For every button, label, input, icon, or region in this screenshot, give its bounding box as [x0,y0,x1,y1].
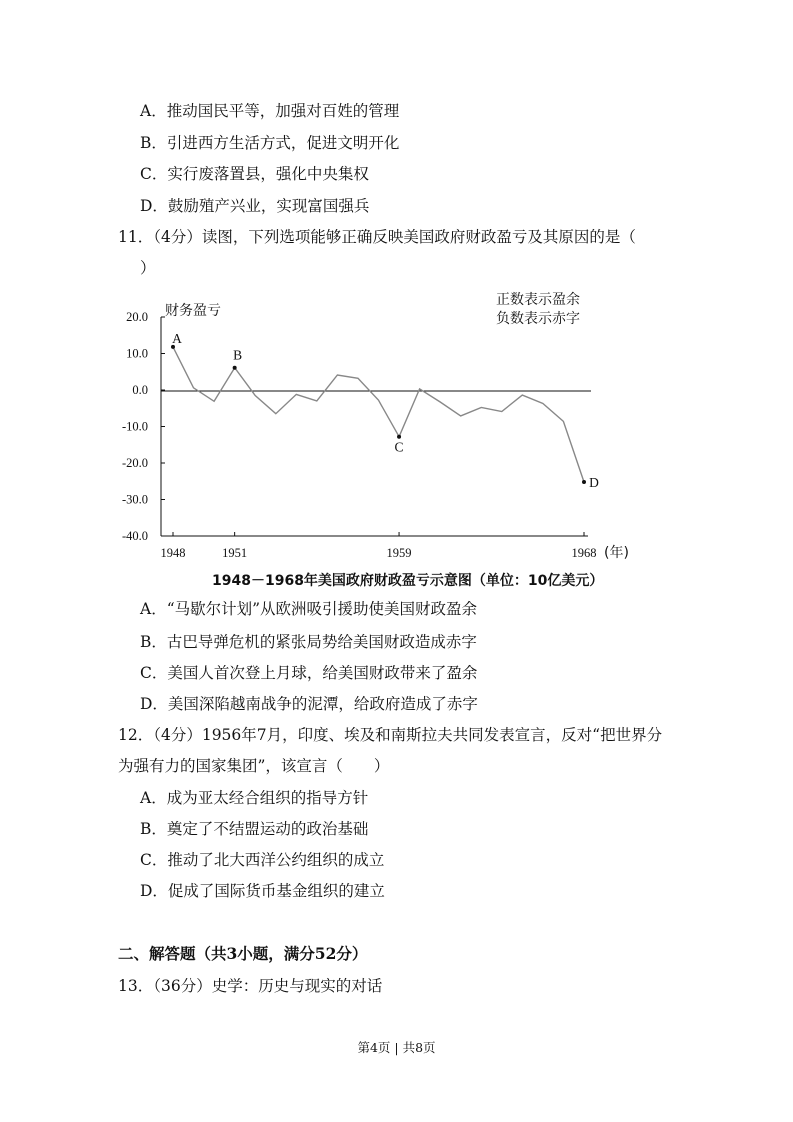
q11-stem: 11．（4分）读图，下列选项能够正确反映美国政府财政盈亏及其原因的是（ [118,228,636,246]
page-footer: 第4页 | 共8页 [357,1040,436,1055]
x-tick-label: 1951 [222,546,248,560]
y-tick-label: 0.0 [132,383,148,397]
q12-stem: 12．（4分）1956年7月，印度、埃及和南斯拉夫共同发表宣言，反对“把世界分 [118,726,663,744]
y-tick-label: 10.0 [126,346,148,361]
q10-option-b: B．引进西方生活方式，促进文明开化 [140,134,400,152]
point-label-c: C [394,439,404,455]
q10-option-c: C．实行废落置县，强化中央集权 [140,165,369,183]
y-tick-label: -10.0 [121,419,148,434]
y-tick-label: 20.0 [126,310,148,324]
point-label-a: A [172,330,182,346]
q12-option-c: C．推动了北大西洋公约组织的成立 [140,851,385,869]
q11-option-d: D．美国深陷越南战争的泥潭，给政府造成了赤字 [140,695,478,713]
q12-option-b: B．奠定了不结盟运动的政治基础 [140,820,369,838]
x-tick-label: 1968 [571,546,597,560]
point-marker [582,480,586,484]
y-tick-label: -20.0 [121,456,148,470]
point-label-b: B [233,347,243,363]
chart-title: 1948－1968年美国政府财政盈亏示意图（单位：10亿美元） [212,573,604,589]
y-tick-label: -30.0 [121,492,148,507]
point-marker [397,435,401,439]
q12-stem-cont: 为强有力的国家集团”，该宣言（ ） [118,757,390,775]
chart-note-2: 负数表示赤字 [496,311,580,327]
q10-option-d: D．鼓励殖产兴业，实现富国强兵 [140,197,370,215]
q11-option-b: B．古巴导弹危机的紧张局势给美国财政造成赤字 [140,633,477,651]
q11-stem-close: ） [140,259,156,277]
y-tick-label: -40.0 [121,529,148,543]
y-axis-label: 财务盈亏 [165,303,221,319]
q11-option-a: A．“马歇尔计划”从欧洲吸引援助使美国财政盈余 [140,600,478,618]
chart-note-1: 正数表示盈余 [496,292,580,308]
x-axis-unit: (年) [604,545,629,561]
x-tick-label: 1959 [386,546,412,560]
q12-option-d: D．促成了国际货币基金组织的建立 [140,882,385,900]
x-tick-label: 1948 [160,546,186,560]
section-title: 二、解答题（共3小题，满分52分） [118,944,368,963]
fiscal-balance-chart [110,285,650,565]
point-marker [233,366,237,370]
q11-option-c: C．美国人首次登上月球，给美国财政带来了盈余 [140,664,478,682]
q13-stem: 13．（36分）史学：历史与现实的对话 [118,977,383,995]
q12-option-a: A．成为亚太经合组织的指导方针 [140,789,369,807]
point-label-d: D [589,474,599,490]
q10-option-a: A．推动国民平等，加强对百姓的管理 [140,102,400,120]
